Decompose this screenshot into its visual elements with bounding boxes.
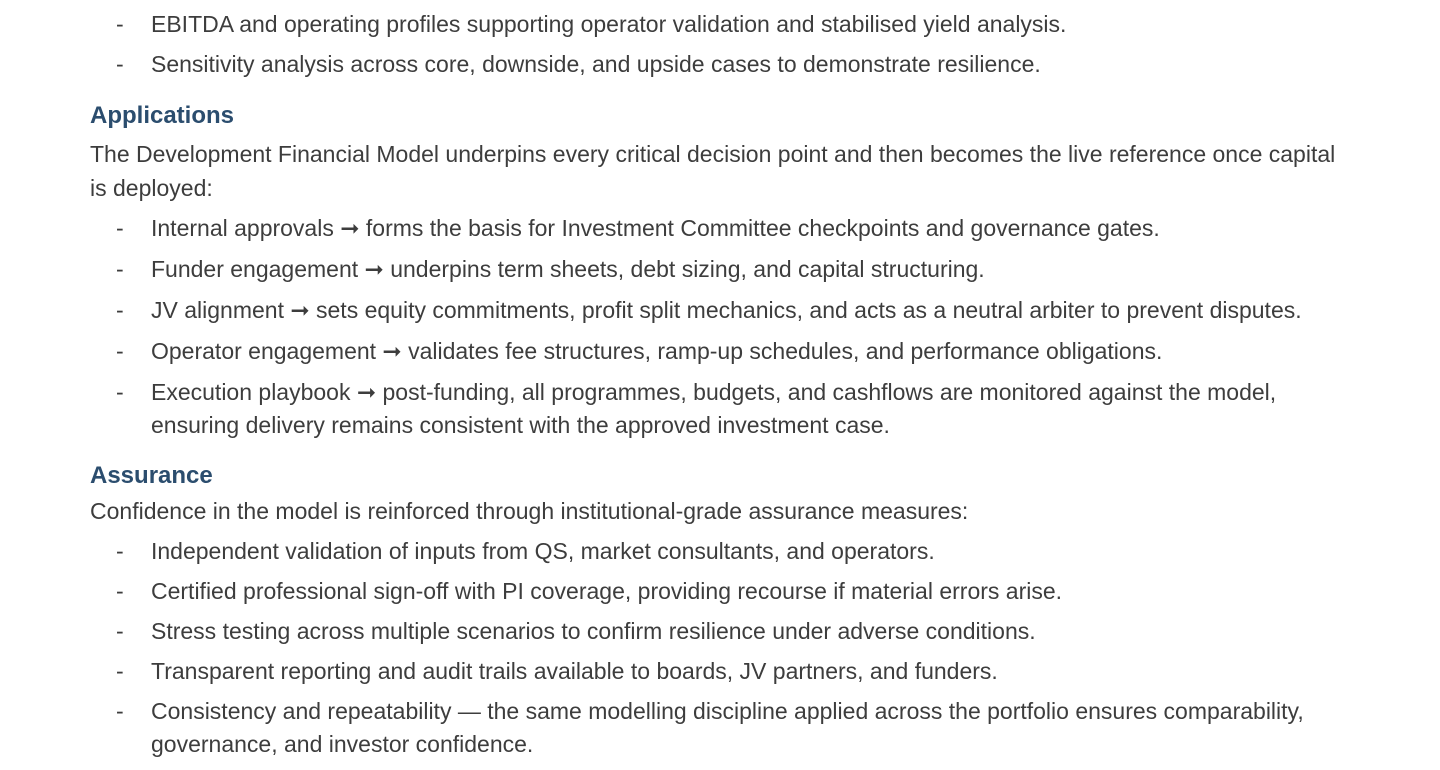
intro-bullet-list — [0, 8, 1440, 88]
bullet-text: EBITDA and operating profiles supporting operator validation and stabilised yield analysis. — [151, 11, 1067, 37]
applications-intro: The Development Financial Model underpins every critical decision point and then becomes the live reference once capital is deployed: — [90, 141, 1336, 201]
assurance-intro: Confidence in the model is reinforced through institutional-grade assurance measures: — [90, 498, 969, 524]
list-item — [0, 535, 1440, 575]
applications-bullet-list — [0, 212, 1440, 442]
bullet-marker: - — [116, 538, 124, 564]
bullet-marker: - — [116, 256, 124, 282]
list-item — [0, 294, 1440, 335]
list-item — [0, 655, 1440, 695]
bullet-text: Certified professional sign-off with PI coverage, providing recourse if material errors arise. — [151, 578, 1063, 604]
bullet-marker: - — [116, 51, 124, 77]
bullet-text: Execution playbook ➞ post-funding, all programmes, budgets, and cashflows are monitored against the model, ensuring delivery remains consistent with the approved investment case. — [151, 379, 1277, 438]
bullet-text: Consistency and repeatability — the same modelling discipline applied across the portfolio ensures comparability, governance, and investor confidence. — [151, 698, 1304, 757]
bullet-text: Sensitivity analysis across core, downside, and upside cases to demonstrate resilience. — [151, 51, 1041, 77]
bullet-marker: - — [116, 658, 124, 684]
bullet-text: Stress testing across multiple scenarios to confirm resilience under adverse conditions. — [151, 618, 1036, 644]
applications-heading: Applications — [90, 102, 235, 129]
assurance-bullet-list — [0, 535, 1440, 761]
bullet-marker: - — [116, 11, 124, 37]
bullet-text: Funder engagement ➞ underpins term sheets, debt sizing, and capital structuring. — [151, 256, 985, 282]
bullet-text: Internal approvals ➞ forms the basis for Investment Committee checkpoints and governance gates. — [151, 215, 1160, 241]
bullet-marker: - — [116, 698, 124, 724]
bullet-marker: - — [116, 618, 124, 644]
bullet-text: Operator engagement ➞ validates fee structures, ramp-up schedules, and performance obligations. — [151, 338, 1163, 364]
bullet-marker: - — [116, 578, 124, 604]
bullet-marker: - — [116, 297, 124, 323]
bullet-text: JV alignment ➞ sets equity commitments, profit split mechanics, and acts as a neutral arbiter to prevent disputes. — [151, 297, 1302, 323]
bullet-marker: - — [116, 215, 124, 241]
list-item — [0, 253, 1440, 294]
bullet-text: Transparent reporting and audit trails available to boards, JV partners, and funders. — [151, 658, 998, 684]
list-item — [0, 212, 1440, 253]
list-item — [0, 8, 1440, 48]
list-item — [0, 575, 1440, 615]
bullet-marker: - — [116, 379, 124, 405]
list-item — [0, 615, 1440, 655]
bullet-text: Independent validation of inputs from QS, market consultants, and operators. — [151, 538, 935, 564]
list-item — [0, 48, 1440, 88]
list-item — [0, 695, 1440, 761]
list-item — [0, 376, 1440, 442]
list-item — [0, 335, 1440, 376]
assurance-heading: Assurance — [90, 462, 213, 489]
bullet-marker: - — [116, 338, 124, 364]
